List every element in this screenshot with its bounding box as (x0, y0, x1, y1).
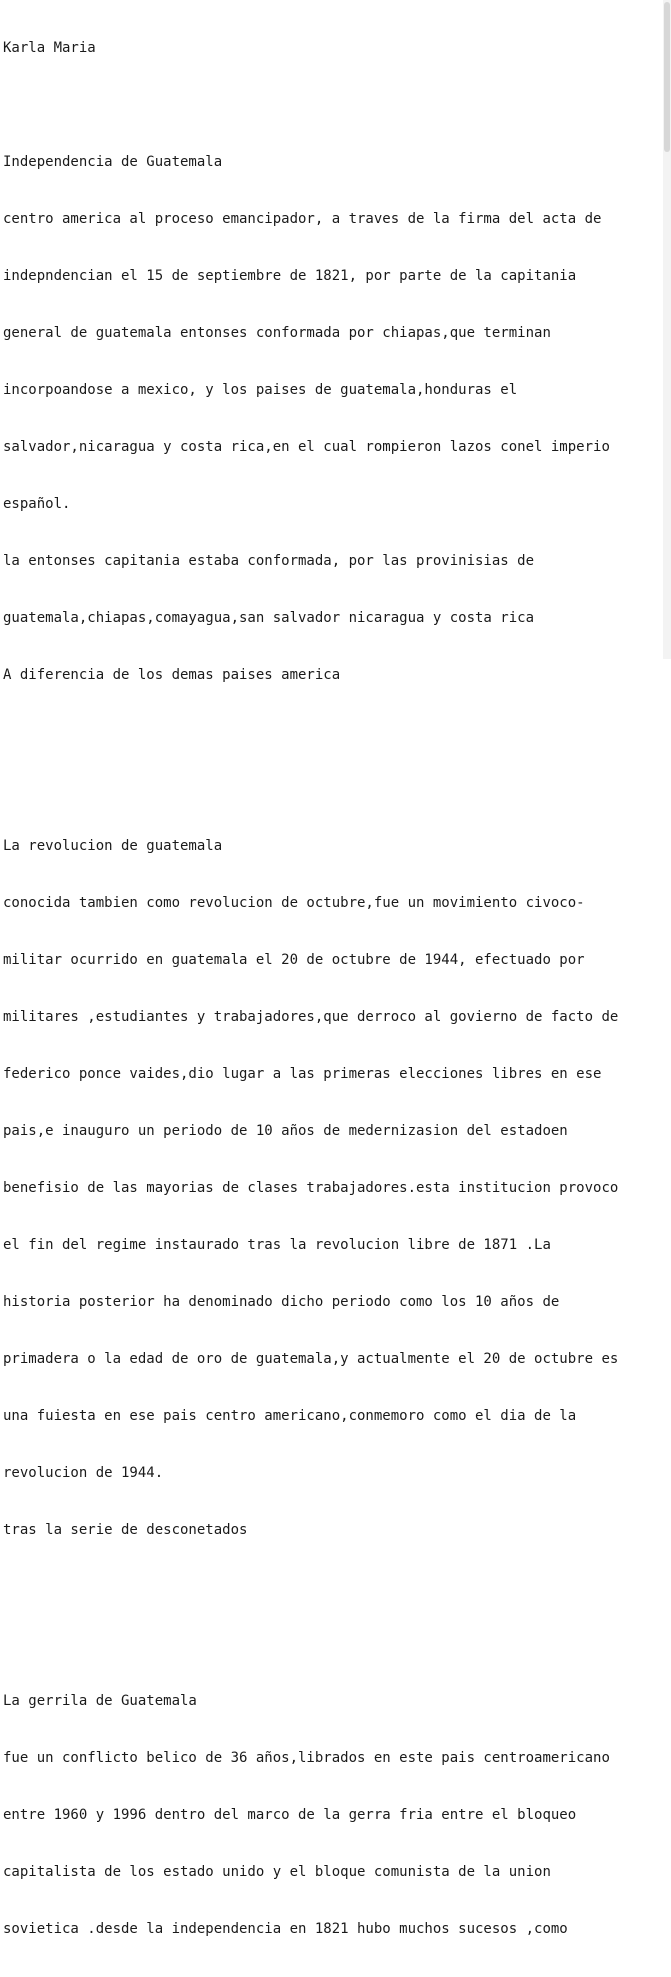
document-line: guatemala,chiapas,comayagua,san salvador nicaragua y costa rica (3, 610, 535, 626)
document-line: una fuiesta en ese pais centro americano,conmemoro como el dia de la (3, 1408, 577, 1424)
document-line: el fin del regime instaurado tras la revolucion libre de 1871 .La (3, 1237, 551, 1253)
document-line: entre 1960 y 1996 dentro del marco de la gerra fria entre el bloqueo (3, 1807, 577, 1823)
document-line: primadera o la edad de oro de guatemala,y actualmente el 20 de octubre es (3, 1351, 619, 1367)
document-line (3, 1635, 663, 1654)
document-line: federico ponce vaides,dio lugar a las primeras elecciones libres en ese (3, 1066, 602, 1082)
document-line: Independencia de Guatemala (3, 154, 223, 170)
document-line: La revolucion de guatemala (3, 838, 223, 854)
scrollbar-thumb[interactable] (664, 2, 670, 152)
document-line: español. (3, 496, 71, 512)
document-line: La gerrila de Guatemala (3, 1693, 197, 1709)
document-line: Karla Maria (3, 40, 96, 56)
document-line: benefisio de las mayorias de clases trabajadores.esta institucion provoco (3, 1180, 619, 1196)
document-line: fue un conflicto belico de 36 años,librados en este pais centroamericano (3, 1750, 610, 1766)
document-line: pais,e inauguro un periodo de 10 años de medernizasion del estadoen (3, 1123, 568, 1139)
document-line (3, 1578, 663, 1597)
document-line: militares ,estudiantes y trabajadores,que derroco al govierno de facto de (3, 1009, 619, 1025)
document-line: militar ocurrido en guatemala el 20 de octubre de 1944, efectuado por (3, 952, 585, 968)
document-line: conocida tambien como revolucion de octubre,fue un movimiento civoco- (3, 895, 585, 911)
document-line (3, 96, 663, 115)
document-line (3, 780, 663, 799)
document-line: la entonses capitania estaba conformada, por las provinisias de (3, 553, 535, 569)
document-line: A diferencia de los demas paises america (3, 667, 341, 683)
document-line: general de guatemala entonses conformada por chiapas,que terminan (3, 325, 551, 341)
document-line: incorpoandose a mexico, y los paises de guatemala,honduras el (3, 382, 518, 398)
document-line: salvador,nicaragua y costa rica,en el cual rompieron lazos conel imperio (3, 439, 610, 455)
document-line: tras la serie de desconetados (3, 1522, 248, 1538)
document-line: capitalista de los estado unido y el bloque comunista de la union (3, 1864, 551, 1880)
document-line: sovietica .desde la independencia en 1821 hubo muchos sucesos ,como (3, 1921, 568, 1937)
document-line: indepndencian el 15 de septiembre de 1821, por parte de la capitania (3, 268, 577, 284)
document-line: historia posterior ha denominado dicho periodo como los 10 años de (3, 1294, 560, 1310)
document-line: revolucion de 1944. (3, 1465, 164, 1481)
document-line (3, 723, 663, 742)
document-line: centro america al proceso emancipador, a traves de la firma del acta de (3, 211, 602, 227)
vertical-scrollbar[interactable] (663, 0, 671, 659)
